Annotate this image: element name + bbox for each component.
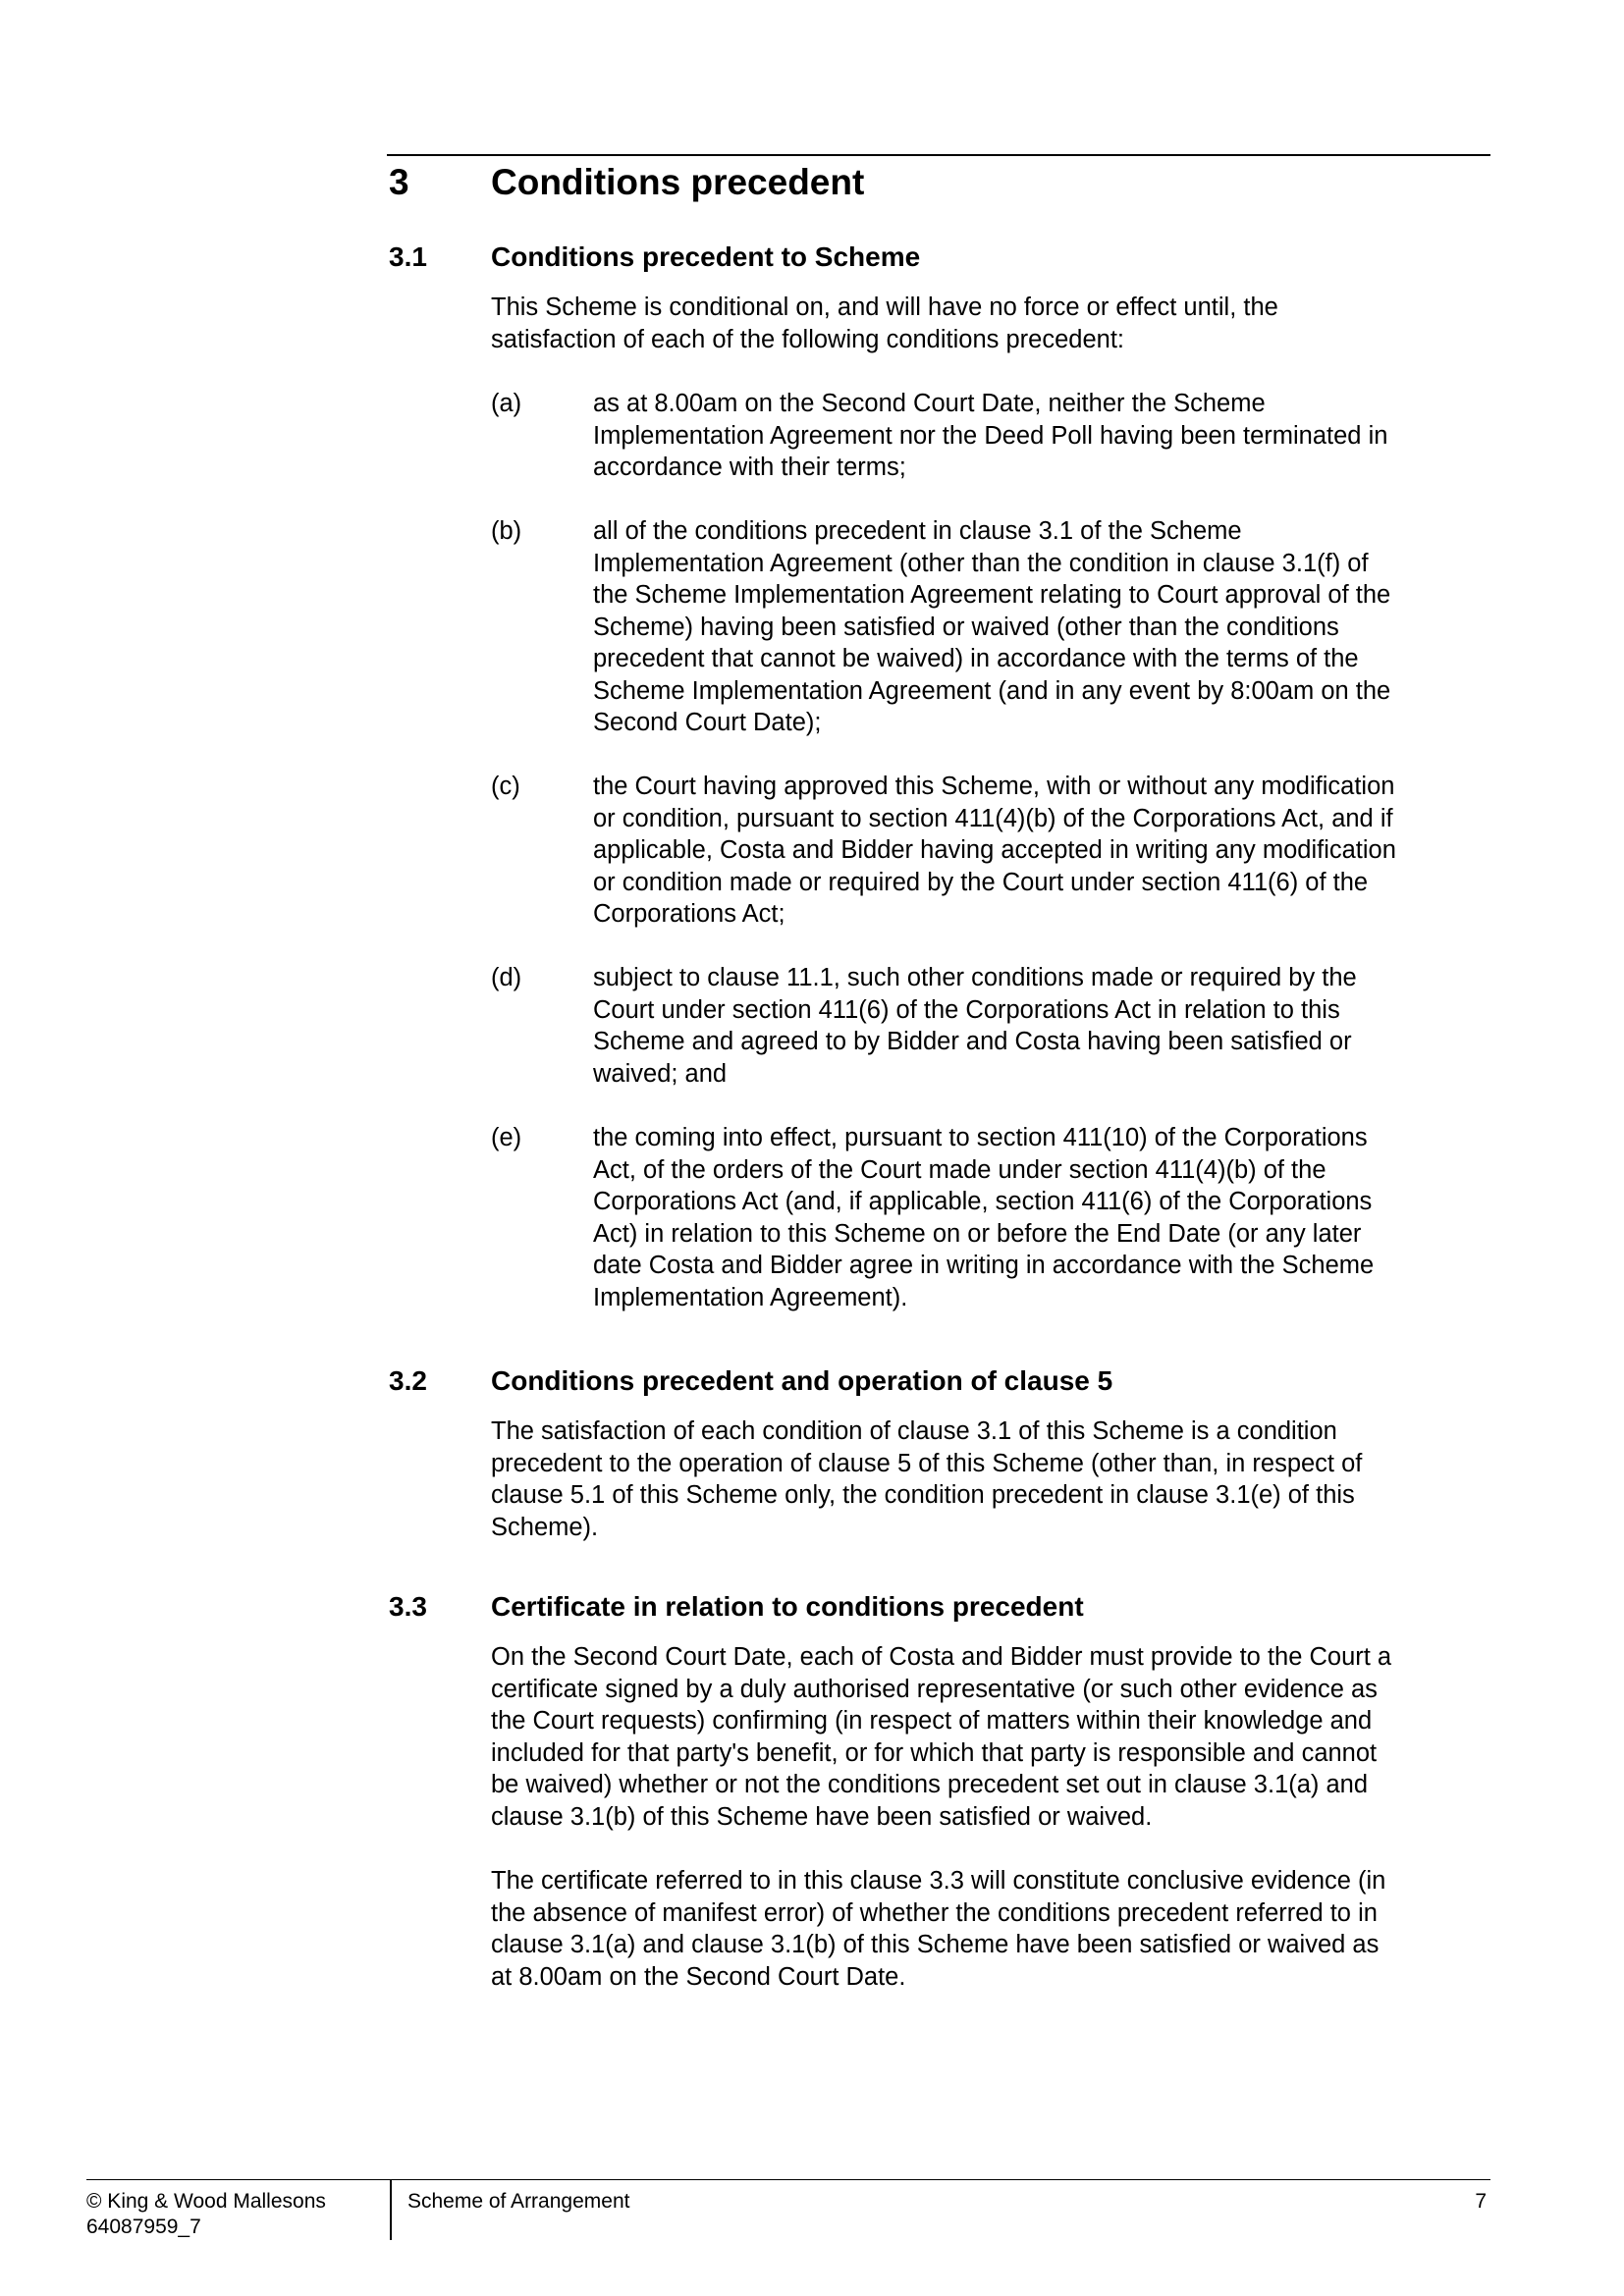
item-label-c: (c) [491,773,520,800]
footer-divider [390,2180,392,2240]
item-text-b: all of the conditions precedent in clause 3.1 of the Scheme Implementation Agreement (other than the condition in clause 3.1(f) of the Scheme Implementation Agreement relating to Court approval of the Scheme) having been satisfied or waived (other than the conditions precedent that cannot be waived) in accordance with the terms of the Scheme Implementation Agreement (and in any event by 8:00am on the Second Court Date); [593,517,1391,736]
section-title: Conditions precedent [491,162,865,202]
item-label-d: (d) [491,964,522,991]
clause-3-2-title: Conditions precedent and operation of clause 5 [491,1365,1113,1396]
page-number: 7 [1475,2190,1487,2213]
clause-3-3-paragraph-2: The certificate referred to in this clause 3.3 will constitute conclusive evidence (in the absence of manifest error) of whether the conditions precedent referred to in clause 3.1(a) and clause 3.1(b) of this Scheme have been satisfied or waived as at 8.00am on the Second Court Date. [491,1867,1386,1991]
clause-3-2-heading [389,1365,1112,1397]
clause-3-3-title: Certificate in relation to conditions precedent [491,1591,1084,1622]
clause-3-3-paragraph-1: On the Second Court Date, each of Costa and Bidder must provide to the Court a certificate signed by a duly authorised representative (or such other evidence as the Court requests) confirming (in respect of matters within their knowledge and included for that party's benefit, or for which that party is responsible and cannot be waived) whether or not the conditions precedent set out in clause 3.1(a) and clause 3.1(b) of this Scheme have been satisfied or waived. [491,1643,1392,1831]
section-number: 3 [389,162,409,202]
clause-3-1-heading [389,241,920,273]
clause-3-3-heading [389,1591,1084,1623]
clause-3-2-paragraph: The satisfaction of each condition of clause 3.1 of this Scheme is a condition precedent to the operation of clause 5 of this Scheme (other than, in respect of clause 5.1 of this Scheme only, the condition precedent in clause 3.1(e) of this Scheme). [491,1417,1363,1541]
item-text-d: subject to clause 11.1, such other conditions made or required by the Court under section 411(6) of the Corporations Act in relation to this Scheme and agreed to by Bidder and Costa having been satisfied or waived; and [593,964,1357,1088]
clause-3-1-number: 3.1 [389,241,427,272]
item-label-a: (a) [491,390,522,417]
clause-3-3-number: 3.3 [389,1591,427,1622]
footer-doc-title: Scheme of Arrangement [407,2190,630,2213]
section-heading [389,162,864,203]
clause-3-1-title: Conditions precedent to Scheme [491,241,921,272]
item-label-e: (e) [491,1124,522,1151]
footer-rule [86,2179,1490,2180]
item-text-c: the Court having approved this Scheme, with or without any modification or condition, pursuant to section 411(4)(b) of the Corporations Act, and if applicable, Costa and Bidder having accepted in writing any modification or condition made or required by the Court under section 411(6) of the Corporations Act; [593,773,1396,928]
clause-3-2-number: 3.2 [389,1365,427,1396]
item-text-a: as at 8.00am on the Second Court Date, neither the Scheme Implementation Agreement nor the Deed Poll having been terminated in accordance with their terms; [593,390,1388,481]
footer-firm: © King & Wood Mallesons [86,2190,326,2213]
footer-doc-id: 64087959_7 [86,2216,201,2238]
item-label-b: (b) [491,517,522,545]
item-text-e: the coming into effect, pursuant to section 411(10) of the Corporations Act, of the orders of the Court made under section 411(4)(b) of the Corporations Act (and, if applicable, section 411(6) of the Corporations Act) in relation to this Scheme on or before the End Date (or any later date Costa and Bidder agree in writing in accordance with the Scheme Implementation Agreement). [593,1124,1375,1311]
section-top-rule [387,154,1490,156]
clause-3-1-intro: This Scheme is conditional on, and will have no force or effect until, the satisfaction of each of the following conditions precedent: [491,294,1278,353]
